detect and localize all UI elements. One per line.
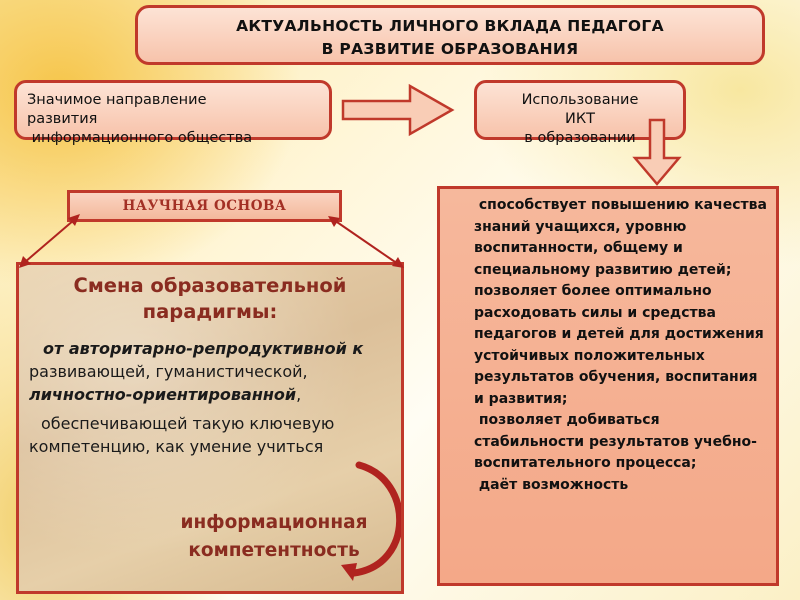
double-arrow-right: [328, 216, 404, 268]
paradigm-final-line-2: компетентность: [188, 540, 360, 561]
direction-line-3: информационного общества: [27, 130, 253, 146]
paradigm-bold-1: от авторитарно-репродуктивной к: [43, 339, 364, 358]
down-block-arrow: [635, 120, 679, 184]
paradigm-final-line-1: информационная: [180, 512, 368, 533]
benefit-text: позволяет добиваться стабильности результатов учебно-воспитательного процесса;: [474, 412, 757, 471]
benefit-text: позволяет более оптимально расходовать силы и средства педагогов и детей для достижения устойчивых положительных результатов обучения, воспитания и развития;: [474, 283, 769, 407]
double-arrow-left: [19, 214, 80, 268]
paradigm-paragraph-2: обеспечивающей такую ключевую компетенцию, как умение учиться: [29, 414, 335, 456]
paradigm-title-line-1: Смена образовательной: [73, 274, 347, 297]
title-line-1: АКТУАЛЬНОСТЬ ЛИЧНОГО ВКЛАДА ПЕДАГОГА: [236, 17, 664, 35]
paradigm-text-2: развивающей, гуманистической,: [29, 339, 369, 381]
ikt-line-2: ИКТ: [565, 111, 595, 127]
benefit-text: способствует повышению качества знаний учащихся, уровню воспитанности, общему и специальному развитию детей;: [474, 197, 772, 278]
benefit-text: даёт возможность: [474, 476, 629, 493]
direction-line-1: Значимое направление: [27, 92, 207, 108]
paradigm-text-4: ,: [296, 385, 302, 404]
right-block-arrow: [343, 86, 452, 134]
paradigm-bold-2: личностно-ориентированной: [29, 385, 297, 404]
title-line-2: В РАЗВИТИЕ ОБРАЗОВАНИЯ: [321, 40, 579, 58]
ikt-line-1: Использование: [521, 92, 639, 108]
direction-line-2: развития: [27, 111, 98, 127]
paradigm-title-line-2: парадигмы:: [142, 300, 278, 323]
scientific-basis-label: НАУЧНАЯ ОСНОВА: [122, 198, 287, 214]
ikt-line-3: в образовании: [524, 130, 636, 146]
